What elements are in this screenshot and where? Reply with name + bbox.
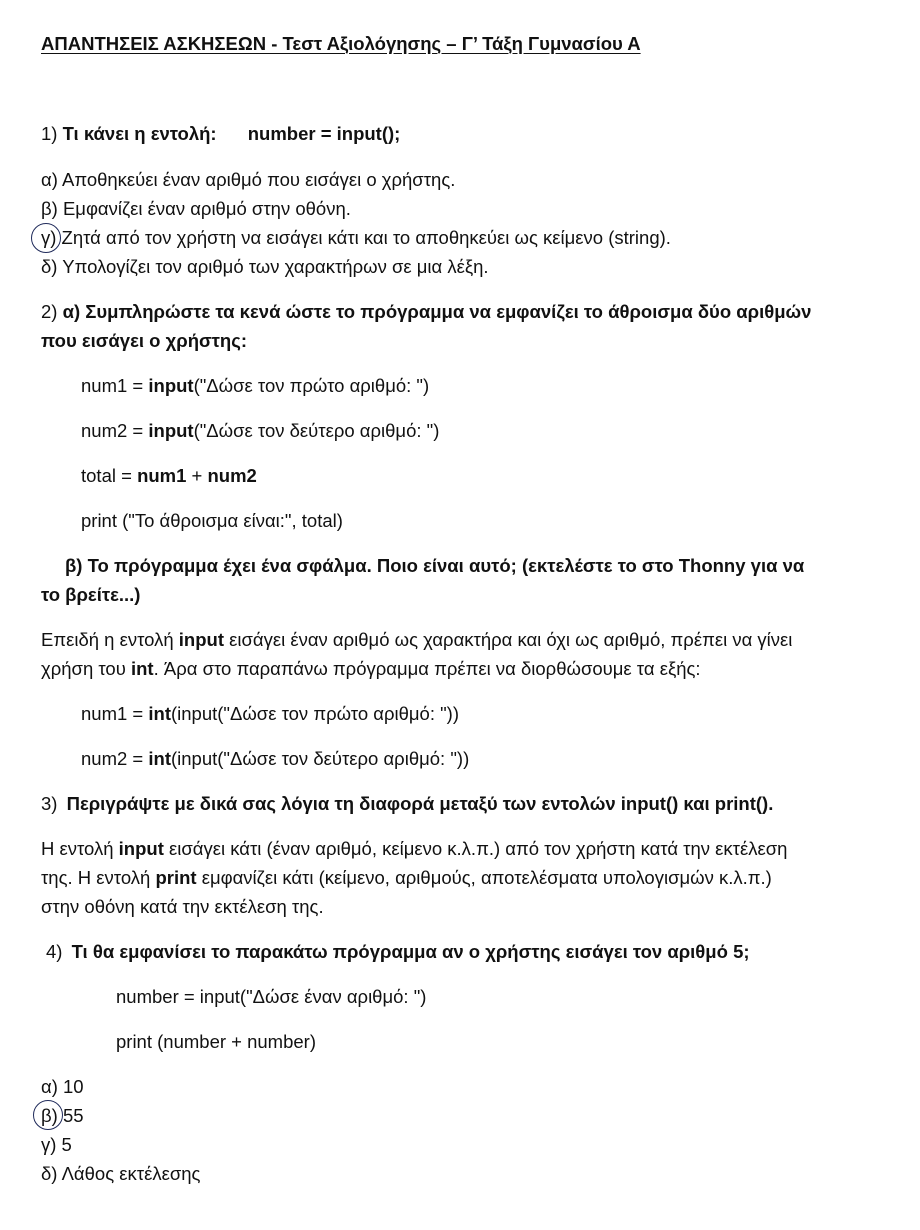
code-text: ("Δώσε τον δεύτερο αριθμό: "): [193, 420, 440, 441]
q2-answer-line-2: [41, 656, 701, 682]
code-text: num2 =: [81, 420, 149, 441]
q4-option-a: α) 10: [41, 1076, 84, 1097]
q3-answer-line-3: στην οθόνη κατά την εκτέλεση της.: [41, 896, 324, 917]
answer-keyword: input: [178, 629, 224, 650]
question-1: [41, 121, 400, 147]
answer-text: της. Η εντολή: [41, 867, 156, 888]
answer-text: εμφανίζει κάτι (κείμενο, αριθμούς, αποτελέσματα υπολογισμών κ.λ.π.): [196, 867, 772, 888]
answer-text: Επειδή η εντολή: [41, 629, 179, 650]
code-text: ("Δώσε τον πρώτο αριθμό: "): [193, 375, 430, 396]
q4-option-c: γ) 5: [41, 1134, 72, 1155]
question-1-code: number = input();: [247, 123, 401, 144]
q1-option-d: δ) Υπολογίζει τον αριθμό των χαρακτήρων σε μια λέξη.: [41, 256, 489, 277]
q3-answer-line-2: [41, 865, 772, 891]
q2-code-line-3: [81, 463, 257, 489]
answer-text: εισάγει έναν αριθμό ως χαρακτήρα και όχι ως αριθμό, πρέπει να γίνει: [223, 629, 793, 650]
code-fill-blank: input: [148, 375, 194, 396]
code-text: +: [186, 465, 208, 486]
q4-code-line-2: print (number + number): [116, 1031, 316, 1052]
code-fill-blank: input: [148, 420, 194, 441]
code-keyword: int: [148, 748, 171, 769]
answer-text: εισάγει κάτι (έναν αριθμό, κείμενο κ.λ.π.) από τον χρήστη κατά την εκτέλεση: [163, 838, 788, 859]
question-2b-text: β) Το πρόγραμμα έχει ένα σφάλμα. Ποιο είναι αυτό; (εκτελέστε το στο Thonny για να: [65, 555, 805, 576]
question-1-number: 1): [41, 123, 58, 144]
q4-selected-answer-circle: [33, 1100, 63, 1130]
question-4-text: Τι θα εμφανίσει το παρακάτω πρόγραμμα αν ο χρήστης εισάγει τον αριθμό 5;: [71, 941, 750, 962]
question-4-number: 4): [46, 941, 63, 962]
question-3: [41, 791, 773, 817]
question-3-text: Περιγράψτε με δικά σας λόγια τη διαφορά μεταξύ των εντολών input() και print().: [66, 793, 774, 814]
question-2a-text: α) Συμπληρώστε τα κενά ώστε το πρόγραμμα να εμφανίζει το άθροισμα δύο αριθμών: [62, 301, 812, 322]
q1-option-b: β) Εμφανίζει έναν αριθμό στην οθόνη.: [41, 198, 351, 219]
question-2-number: 2): [41, 301, 58, 322]
code-text: num1 =: [81, 375, 149, 396]
code-fill-blank: num1: [137, 465, 187, 486]
page-title: ΑΠΑΝΤΗΣΕΙΣ ΑΣΚΗΣΕΩΝ - Τεστ Αξιολόγησης – Γ’ Τάξη Γυμνασίου Α: [41, 33, 641, 54]
question-2b-text-cont: το βρείτε...): [41, 584, 141, 605]
code-keyword: int: [148, 703, 171, 724]
code-text: (input("Δώσε τον δεύτερο αριθμό: ")): [170, 748, 470, 769]
answer-keyword: input: [118, 838, 164, 859]
question-4: [46, 939, 750, 965]
code-text: (input("Δώσε τον πρώτο αριθμό: ")): [170, 703, 459, 724]
q2-fix-line-2: [81, 746, 469, 772]
question-3-number: 3): [41, 793, 58, 814]
answer-text: . Άρα στο παραπάνω πρόγραμμα πρέπει να διορθώσουμε τα εξής:: [153, 658, 701, 679]
q1-option-c: γ) Ζητά από τον χρήστη να εισάγει κάτι και το αποθηκεύει ως κείμενο (string).: [41, 227, 671, 248]
q2-answer-line-1: [41, 627, 792, 653]
code-text: total =: [81, 465, 138, 486]
q4-code-line-1: number = input("Δώσε έναν αριθμό: "): [116, 986, 427, 1007]
answer-keyword: print: [155, 867, 197, 888]
q1-option-a: α) Αποθηκεύει έναν αριθμό που εισάγει ο χρήστης.: [41, 169, 456, 190]
q2-code-line-4: print ("Το άθροισμα είναι:", total): [81, 510, 343, 531]
answer-text: Η εντολή: [41, 838, 119, 859]
answer-keyword: int: [130, 658, 154, 679]
code-text: num2 =: [81, 748, 149, 769]
q3-answer-line-1: [41, 836, 787, 862]
question-2: [41, 299, 811, 325]
q4-option-d: δ) Λάθος εκτέλεσης: [41, 1163, 201, 1184]
code-text: num1 =: [81, 703, 149, 724]
q1-selected-answer-circle: [31, 223, 61, 253]
q2-code-line-2: [81, 418, 439, 444]
question-2a-text-cont: που εισάγει ο χρήστης:: [41, 330, 247, 351]
q2-code-line-1: [81, 373, 429, 399]
answer-text: χρήση του: [41, 658, 131, 679]
code-fill-blank: num2: [207, 465, 257, 486]
question-1-text: Τι κάνει η εντολή:: [62, 123, 217, 144]
q4-option-b: β) 55: [41, 1105, 84, 1126]
q2-fix-line-1: [81, 701, 459, 727]
